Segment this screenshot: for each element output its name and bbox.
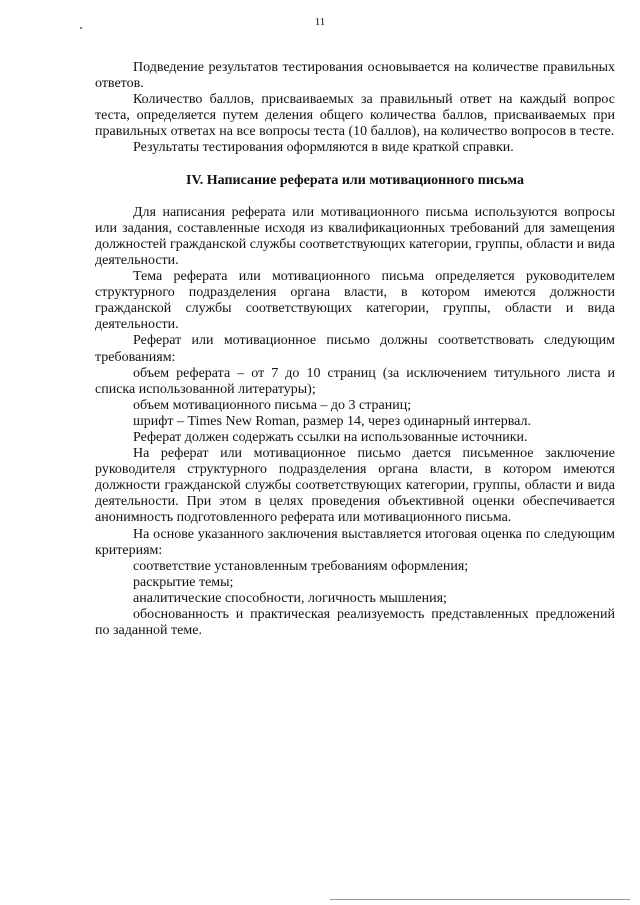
page-body bbox=[95, 60, 615, 639]
criterion-item: раскрытие темы; bbox=[133, 574, 234, 590]
criterion-item: аналитические способности, логичность мышления; bbox=[133, 590, 447, 606]
paragraph-test-results-basis: Подведение результатов тестирования основывается на количестве правильных ответов. bbox=[95, 60, 615, 92]
paragraph-final-grade: На основе указанного заключения выставляется итоговая оценка по следующим критериям: bbox=[95, 526, 615, 558]
requirement-item: шрифт – Times New Roman, размер 14, через одинарный интервал. bbox=[133, 413, 532, 429]
section-heading: IV. Написание реферата или мотивационного письма bbox=[186, 172, 524, 188]
paragraph-essay-questions: Для написания реферата или мотивационного письма используются вопросы или задания, составленные исходя из квалификационных требований для замещения должностей гражданской службы соответствующих категории, группы, области и вида деятельности. bbox=[95, 204, 615, 268]
paragraph-essay-topic: Тема реферата или мотивационного письма определяется руководителем структурного подразделения органа власти, в котором имеются должности гражданской службы соответствующих категории, группы, области и вида деятельности. bbox=[95, 269, 615, 333]
paragraph-references: Реферат должен содержать ссылки на использованные источники. bbox=[133, 429, 528, 445]
paragraph-essay-requirements-intro: Реферат или мотивационное письмо должны соответствовать следующим требованиям: bbox=[95, 333, 615, 365]
criterion-item: обоснованность и практическая реализуемость представленных предложений по заданной теме. bbox=[95, 607, 615, 639]
paragraph-test-results-report: Результаты тестирования оформляются в виде краткой справки. bbox=[133, 140, 514, 156]
requirement-item: объем реферата – от 7 до 10 страниц (за исключением титульного листа и списка использованной литературы); bbox=[95, 365, 615, 397]
page-number: 11 bbox=[314, 16, 326, 28]
criterion-item: соответствие установленным требованиям оформления; bbox=[133, 558, 469, 574]
scan-footer-line bbox=[330, 899, 630, 903]
paragraph-written-conclusion: На реферат или мотивационное письмо дается письменное заключение руководителя структурного подразделения органа власти, в котором имеются должности гражданской службы соответствующих категории, группы, области и вида деятельности. При этом в целях проведения объективной оценки обеспечивается анонимность подготовленного реферата или мотивационного письма. bbox=[95, 446, 615, 526]
paragraph-points-calculation: Количество баллов, присваиваемых за правильный ответ на каждый вопрос теста, определяется путем деления общего количества баллов, присваиваемых при правильных ответах на все вопросы теста (10 баллов), на количество вопросов в тесте. bbox=[95, 92, 615, 140]
requirement-item: объем мотивационного письма – до 3 страниц; bbox=[133, 397, 412, 413]
scan-speck bbox=[80, 27, 82, 29]
